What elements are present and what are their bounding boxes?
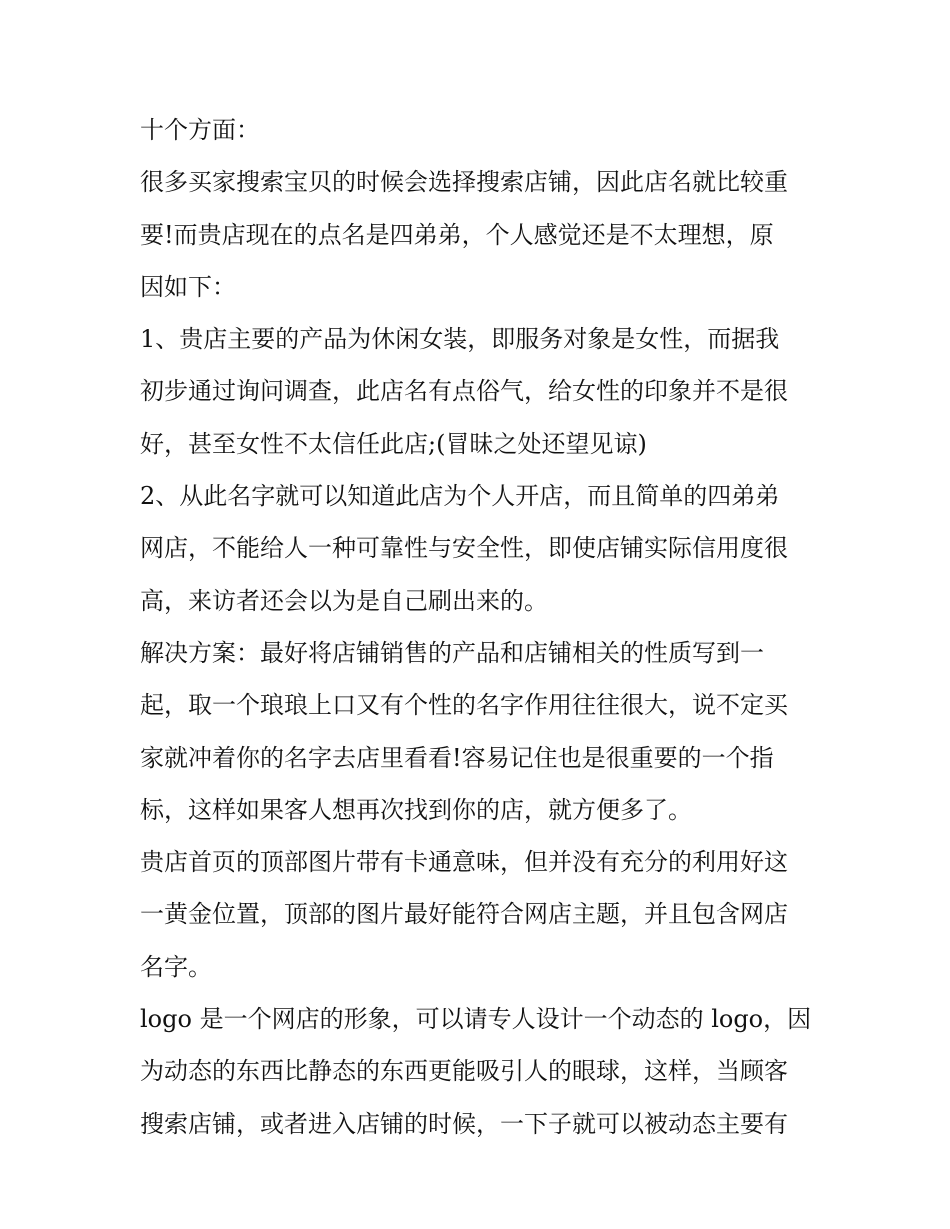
document-body — [140, 112, 820, 1158]
text-line: 2、从此名字就可以知道此店为个人开店，而且简单的四弟弟 — [140, 482, 780, 511]
text-line: 好，甚至女性不太信任此店;(冒昧之处还望见谅) — [140, 429, 647, 458]
text-line: 起，取一个琅琅上口又有个性的名字作用往往很大，说不定买 — [140, 691, 788, 720]
text-line: 1、贵店主要的产品为休闲女装，即服务对象是女性，而据我 — [140, 325, 780, 354]
text-line: 很多买家搜索宝贝的时候会选择搜索店铺，因此店名就比较重 — [140, 168, 788, 197]
text-line: 名字。 — [140, 952, 212, 981]
text-line: 网店，不能给人一种可靠性与安全性，即使店铺实际信用度很 — [140, 534, 788, 563]
text-line: 一黄金位置，顶部的图片最好能符合网店主题，并且包含网店 — [140, 900, 788, 929]
text-line: 因如下： — [140, 272, 236, 301]
text-line: 高，来访者还会以为是自己刷出来的。 — [140, 586, 548, 615]
text-line: logo 是一个网店的形象，可以请专人设计一个动态的 logo，因 — [140, 1005, 812, 1034]
text-line: 标，这样如果客人想再次找到你的店，就方便多了。 — [140, 795, 692, 824]
text-line: 贵店首页的顶部图片带有卡通意味，但并没有充分的利用好这 — [140, 848, 788, 877]
text-line: 初步通过询问调查，此店名有点俗气，给女性的印象并不是很 — [140, 377, 788, 406]
text-line-heading: 十个方面： — [140, 116, 260, 144]
text-line: 家就冲着你的名字去店里看看!容易记住也是很重要的一个指 — [140, 743, 774, 772]
text-line: 要!而贵店现在的点名是四弟弟，个人感觉还是不太理想，原 — [140, 220, 774, 249]
text-line: 为动态的东西比静态的东西更能吸引人的眼球，这样，当顾客 — [140, 1057, 788, 1086]
text-line: 搜索店铺，或者进入店铺的时候，一下子就可以被动态主要有 — [140, 1109, 788, 1138]
text-line: 解决方案：最好将店铺销售的产品和店铺相关的性质写到一 — [140, 638, 764, 667]
